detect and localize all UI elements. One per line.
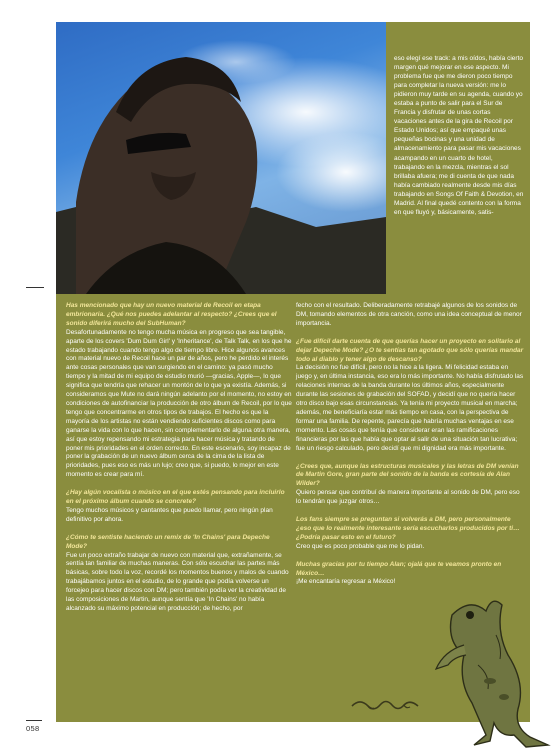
qa-block <box>296 302 524 329</box>
left-text-column <box>66 302 292 623</box>
qa-block <box>66 534 292 614</box>
question: ¿Crees que, aunque las estructuras musicales y las letras de DM venían de Martin Gore, gran parte del sonido de la banda es cortesía de Alan Wilder? <box>296 462 519 488</box>
answer: fecho con el resultado. Deliberadamente retrabajé algunos de los sonidos de DM, tomando elementos de otra canción, como una idea conceptual de menor importancia. <box>296 302 522 327</box>
answer: Fue un poco extraño trabajar de nuevo con material que, extrañamente, se sentía tan familiar de muchas maneras. Con sólo escuchar las partes más básicas, sobre todo la voz, recordé los momentos buenos y malos de cuando trabajábamos juntos en el estudio, de lo grande que podía volverse un forcejeo para hacer discos con DM; pero también podía ver la creatividad de las composiciones de Martin, aunque sentía que 'In Chains' no había alcanzado su máximo potencial en producción; de hecho, por <box>66 551 289 612</box>
answer: La decisión no fue difícil, pero no la hice a la ligera. Mi felicidad estaba en juego y, en última instancia, eso era lo más importante. No había disfrutado las relaciones internas de la banda durante los últimos años, especialmente durante las sesiones de grabación del SOFAD, y decidí que no quería hacer otro disco bajo esas circunstancias. Ya tenía mi proyecto musical en marcha; además, me beneficiaría estar más tiempo en casa, con la perspectiva de formar una familia. De repente, parecía que habría muchas ventajas en ese momento. Las cosas que tenía que considerar eran las ramificaciones financieras por las que había que optar al salir de una situación tan lucrativa; fue un riesgo calculado, pero decidí que mi dignidad era más importante. <box>296 364 524 452</box>
swirl-ornament-icon <box>350 696 420 719</box>
answer: Desafortunadamente no tengo mucha música en progreso que sea tangible, aparte de los covers 'Dum Dum Girl' y 'Inheritance', de Talk Talk, en los que he estado trabajando cuando tengo algo de tiempo libre. Hice algunos avances con material nuevo de Recoil hace un par de años, pero he perdido el interés ante cosas personales que van surgiendo en el camino: ya pasó mucho tiempo y la mitad de mi equipo de estudio murió —gracias, Apple—, lo que significa que tendría que rehacer un montón de lo que ya existía. Además, si consideramos que Mute no dará ningún adelanto por el momento, no estoy en condiciones de autofinanciar la producción de otro álbum de Recoil, por lo que tengo que concentrarme en otros tipos de trabajos. El hecho es que la mayoría de los artistas no están vendiendo suficientes discos como para ganarse la vida con lo que hacen, sin complementarlo de alguna otra manera, así que estoy repensando mi estrategia para hacer música y tratando de poner mis prioridades en el orden correcto. En este escenario, soy incapaz de poner la grabación de un nuevo álbum cerca de la cima de la lista de prioridades, pues eso es más un lujo; creo que, si puedo, lo mejor en este momento es crear para mí. <box>66 328 292 479</box>
qa-block <box>296 338 524 454</box>
portrait-photo <box>56 22 386 294</box>
question: Has mencionado que hay un nuevo material de Recoil en etapa embrionaria. ¿Qué nos puedes adelantar al respecto? ¿Crees que el sonido diferirá mucho del SubHuman? <box>66 302 277 327</box>
page-number-rule <box>26 720 42 721</box>
top-right-text-column: eso elegí ese track: a mis oídos, había cierto margen qué mejorar en ese aspecto. Mi problema fue que me dieron poco tiempo para completar la nueva versión: me lo pidieron muy tarde en su agenda, cuando yo estaba a punto de salir para el Sur de Francia y disfrutar de unas cortas vacaciones antes de la gira de Recoil por Estado Unidos; así que empaqué unas pequeñas bocinas y una unidad de almacenamiento para pasar mis vacaciones acampando en un cuarto de hotel, trabajando en la mezcla, mientras el sol brillaba afuera; me di cuenta de que nada había cambiado realmente desde mis días trabajando en Songs Of Faith & Devotion, en Madrid. Al final quedé contento con la forma en que fluyó y, básicamente, satis- <box>394 55 524 216</box>
answer: ¡Me encantaría regresar a México! <box>296 578 396 586</box>
margin-rule <box>26 287 44 288</box>
answer: Tengo muchos músicos y cantantes que puedo llamar, pero ningún plan definitivo por ahora. <box>66 506 273 523</box>
qa-block <box>296 561 524 588</box>
qa-block <box>296 516 524 552</box>
qa-block <box>296 463 524 508</box>
page-number: 058 <box>26 724 40 733</box>
question: ¿Cómo te sentiste haciendo un remix de 'In Chains' para Depeche Mode? <box>66 533 270 550</box>
question: ¿Fue difícil darte cuenta de que querías hacer un proyecto en solitario al dejar Depeche Mode? ¿O te sentías tan agotado que sólo querías mandar todo al diablo y tener algo de descanso? <box>296 337 524 363</box>
question: Los fans siempre se preguntan si volverás a DM, pero personalmente ¿eso que lo realmente interesante sería escucharlos producidos por ti… ¿Podría pasar esto en el futuro? <box>296 516 520 541</box>
answer: Creo que es poco probable que me lo pidan. <box>296 542 425 550</box>
qa-block <box>66 489 292 525</box>
frog-illustration-icon <box>430 585 556 750</box>
right-text-column <box>296 302 524 596</box>
qa-block <box>66 302 292 480</box>
answer: Quiero pensar que contribuí de manera importante al sonido de DM, pero eso lo tendrán que juzgar otros… <box>296 489 520 506</box>
question: Muchas gracias por tu tiempo Alan; ojalá que te veamos pronto en México… <box>296 560 502 577</box>
question: ¿Hay algún vocalista o músico en el que estés pensando para incluirlo en el próximo álbum cuando se concrete? <box>66 489 285 506</box>
